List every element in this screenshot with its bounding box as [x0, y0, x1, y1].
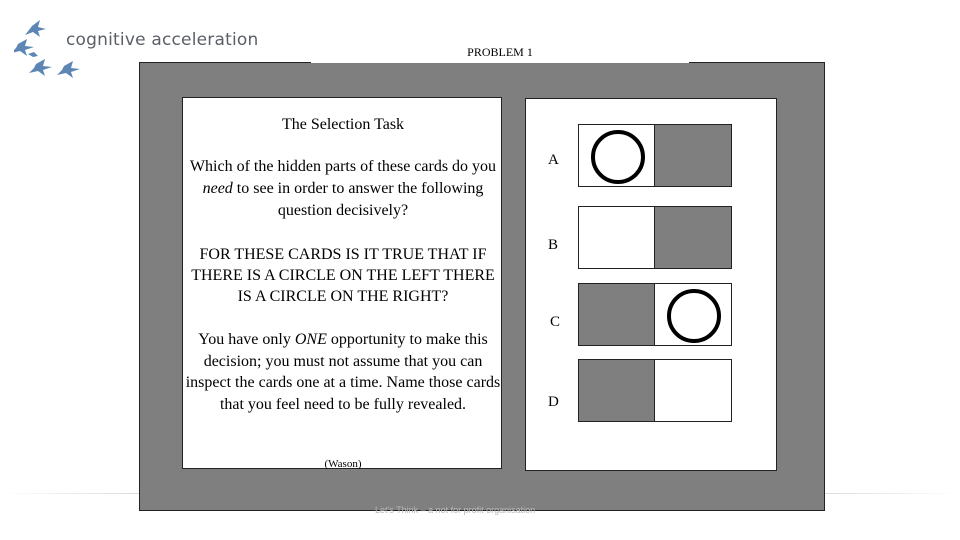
question-paragraph: Which of the hidden parts of these cards do you need to see in order to answer the following question decisively?	[189, 158, 497, 219]
question-emphasis: need	[202, 180, 233, 197]
rule-paragraph: FOR THESE CARDS IS IT TRUE THAT IF THERE IS A CIRCLE ON THE LEFT THERE IS A CIRCLE ON THE RIGHT?	[191, 246, 495, 305]
card-label-a: A	[548, 152, 559, 168]
citation: (Wason)	[324, 458, 362, 470]
card-d	[578, 359, 732, 422]
instruction-paragraph: You have only ONE opportunity to make this decision; you must not assume that you can inspect the cards one at a time. Name those cards that you feel need to be fully revealed.	[185, 331, 501, 413]
circle-icon	[591, 130, 645, 184]
card-label-d: D	[548, 394, 559, 410]
text-panel	[182, 97, 502, 469]
logo-title: cognitive acceleration	[66, 30, 259, 50]
task-title: The Selection Task	[281, 116, 405, 133]
card-a	[578, 124, 732, 187]
birds-icon	[14, 18, 94, 88]
card-label-b: B	[548, 237, 559, 253]
slide-heading: PROBLEM 1	[467, 45, 533, 59]
footer-text: Let's Think – a not for profit organisation	[375, 505, 536, 515]
card-b	[578, 206, 732, 269]
card-label-c: C	[550, 314, 561, 330]
circle-icon	[667, 289, 721, 343]
instruction-emphasis: ONE	[294, 331, 327, 348]
card-c	[578, 283, 732, 346]
